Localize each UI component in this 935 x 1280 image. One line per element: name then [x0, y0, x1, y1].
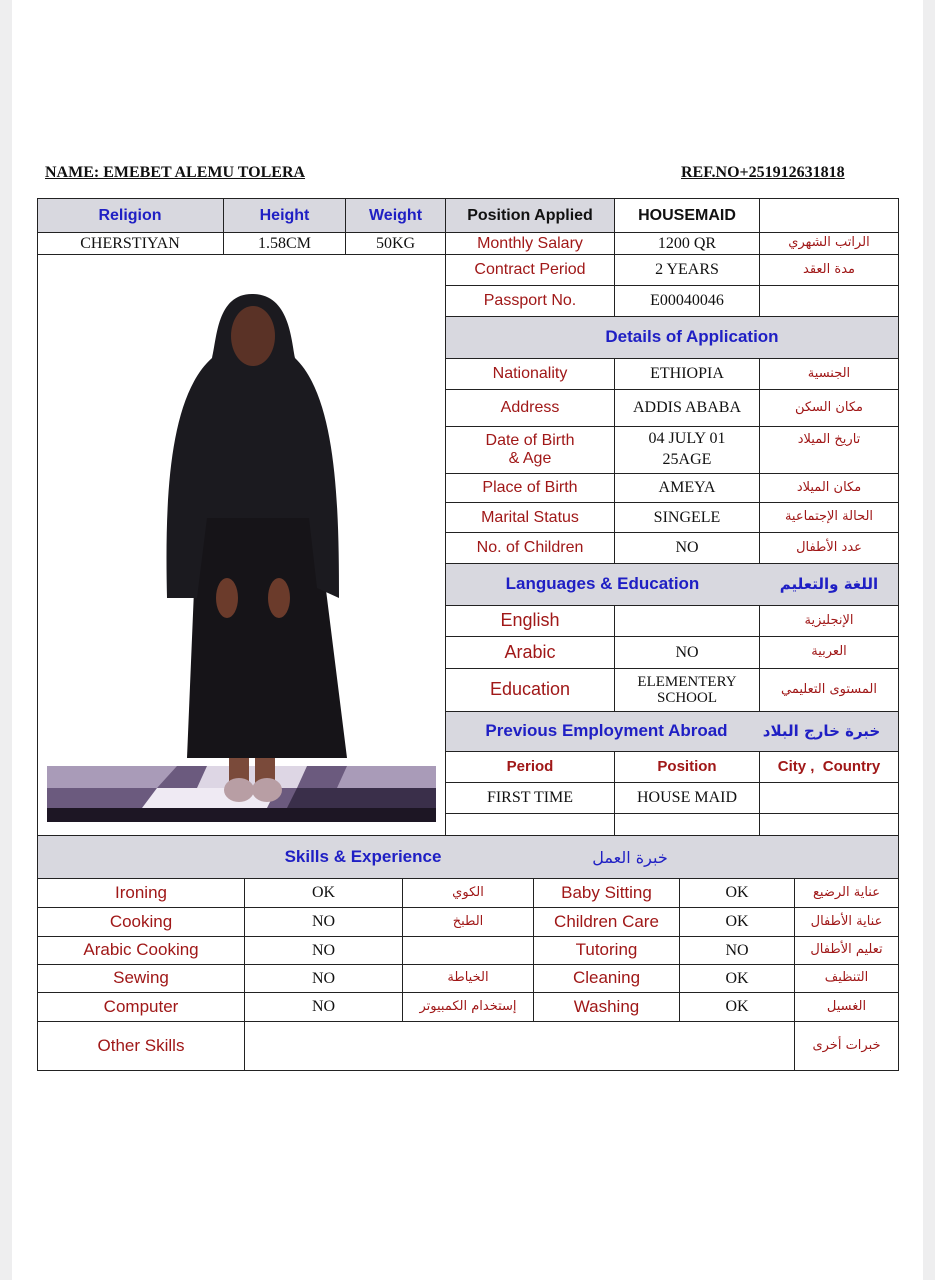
dob-label-line2: & Age [508, 450, 552, 467]
address-value: ADDIS ABABA [632, 399, 741, 417]
skills-title-arabic: خبرة العمل [592, 847, 668, 867]
dob-value-line2: 25AGE [662, 451, 712, 468]
other-skills-arabic: خبرات أخرى [812, 1037, 881, 1053]
marital-status-label: Marital Status [481, 508, 579, 526]
religion-label: Religion [98, 206, 162, 224]
period-value: FIRST TIME [486, 789, 574, 807]
education-value-line1: ELEMENTERY [637, 673, 737, 690]
address-label: Address [500, 399, 560, 417]
passport-value: E00040046 [650, 292, 724, 310]
left-skill-arabic: إستخدام الكمبيوتر [419, 998, 517, 1014]
languages-title: Languages & Education [505, 574, 700, 594]
position-applied-value: HOUSEMAID [638, 206, 736, 224]
education-value-line2: SCHOOL [656, 690, 717, 706]
right-skill-arabic: الغسيل [826, 998, 867, 1014]
period-label: Period [506, 757, 554, 775]
children-value: NO [675, 539, 699, 557]
left-skill-value: NO [311, 969, 336, 987]
left-skill-arabic: الطبخ [452, 913, 484, 929]
dob-arabic: تاريخ الميلاد [797, 431, 861, 447]
dob-label [446, 427, 614, 473]
marital-status-value: SINGELE [653, 508, 721, 526]
right-skill-label: Cleaning [572, 968, 641, 988]
place-of-birth-arabic: مكان الميلاد [796, 479, 862, 495]
left-skill-arabic [403, 937, 533, 964]
right-skill-label: Tutoring [575, 940, 638, 960]
right-skill-arabic: تعليم الأطفال [810, 942, 883, 958]
contract-period-arabic: مدة العقد [803, 261, 855, 277]
right-skill-value: OK [725, 913, 749, 931]
details-title: Details of Application [605, 327, 779, 347]
nationality-arabic: الجنسية [807, 365, 851, 381]
education-label: Education [489, 679, 571, 700]
left-skill-label: Cooking [109, 911, 173, 931]
employment-title-arabic: خبرة خارج البلاد [762, 722, 881, 741]
city-country-label: City , Country [777, 757, 881, 775]
arabic-value: NO [675, 643, 699, 661]
right-skill-value: OK [725, 884, 749, 902]
candidate-photo [47, 268, 436, 822]
weight-value: 50KG [375, 234, 416, 252]
nationality-value: ETHIOPIA [650, 365, 724, 383]
other-skills-label: Other Skills [97, 1035, 185, 1055]
monthly-salary-arabic: الراتب الشهري [788, 235, 870, 251]
position-value: HOUSE MAID [637, 789, 737, 807]
right-skill-value: OK [725, 998, 749, 1016]
employment-title: Previous Employment Abroad [485, 721, 728, 741]
candidate-name: NAME: EMEBET ALEMU TOLERA [45, 164, 306, 181]
city-country-value [760, 783, 898, 813]
contract-period-label: Contract Period [474, 261, 586, 279]
children-label: No. of Children [476, 539, 584, 557]
right-skill-arabic: عناية الأطفال [810, 913, 883, 929]
position-label: Position [657, 757, 717, 775]
weight-label: Weight [368, 206, 423, 224]
right-skill-value: NO [725, 941, 749, 959]
left-skill-label: Sewing [113, 968, 169, 988]
religion-value: CHERSTIYAN [80, 234, 180, 252]
place-of-birth-label: Place of Birth [482, 479, 578, 497]
reference-number: REF.NO+251912631818 [681, 164, 845, 181]
right-skill-arabic: عناية الرضيع [813, 884, 880, 900]
passport-label: Passport No. [483, 292, 577, 310]
english-arabic: الإنجليزية [804, 612, 854, 628]
languages-title-arabic: اللغة والتعليم [779, 575, 879, 594]
education-arabic: المستوى التعليمي [781, 681, 877, 697]
right-skill-value: OK [725, 969, 749, 987]
left-skill-value: NO [311, 941, 336, 959]
dob-value [615, 427, 759, 473]
contract-period-value: 2 YEARS [655, 261, 719, 279]
arabic-arabic: العربية [811, 644, 847, 660]
skills-title: Skills & Experience [284, 847, 442, 867]
right-skill-label: Children Care [554, 911, 659, 931]
place-of-birth-value: AMEYA [658, 479, 716, 497]
dob-label-line1: Date of Birth [485, 432, 575, 450]
address-arabic: مكان السكن [794, 399, 864, 415]
marital-status-arabic: الحالة الإجتماعية [784, 509, 874, 525]
english-label: English [500, 610, 560, 631]
monthly-salary-label: Monthly Salary [477, 234, 583, 252]
left-skill-label: Computer [103, 996, 179, 1016]
nationality-label: Nationality [492, 365, 568, 383]
left-skill-label: Ironing [115, 882, 167, 902]
english-value [615, 606, 759, 636]
height-label: Height [259, 206, 310, 224]
dob-value-line1: 04 JULY 01 [648, 430, 726, 448]
left-skill-value: OK [311, 884, 336, 902]
children-arabic: عدد الأطفال [796, 539, 862, 555]
education-value [615, 669, 759, 711]
position-applied-label: Position Applied [467, 206, 593, 224]
monthly-salary-value: 1200 QR [657, 234, 717, 252]
right-skill-arabic: التنظيف [824, 970, 869, 986]
left-skill-value: NO [311, 913, 336, 931]
right-skill-label: Baby Sitting [561, 882, 652, 902]
right-skill-label: Washing [573, 996, 640, 1016]
arabic-label: Arabic [504, 641, 556, 662]
left-skill-arabic: الخياطة [447, 970, 489, 986]
left-skill-label: Arabic Cooking [83, 940, 199, 960]
left-skill-arabic: الكوي [452, 884, 484, 900]
left-skill-value: NO [311, 998, 336, 1016]
height-value: 1.58CM [258, 234, 311, 252]
